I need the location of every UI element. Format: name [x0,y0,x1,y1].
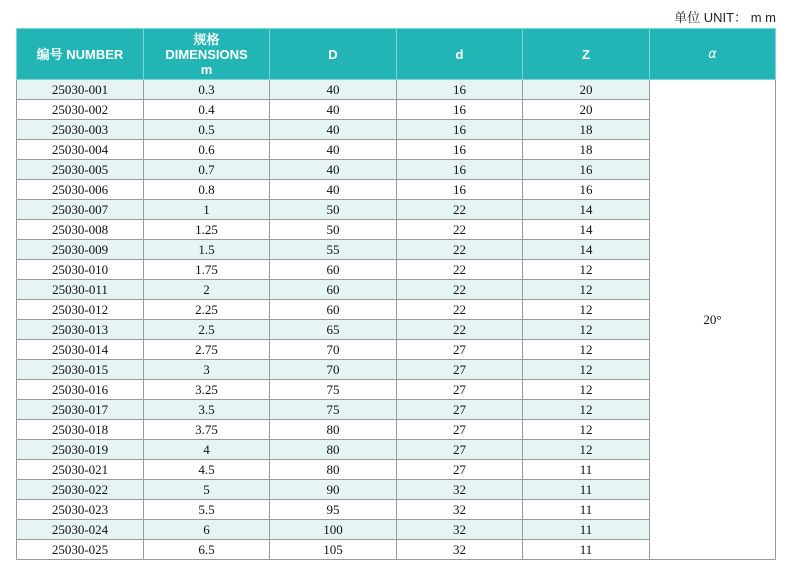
cell-D: 40 [270,100,397,120]
cell-number: 25030-003 [17,120,144,140]
cell-dimension: 3.25 [144,380,270,400]
cell-d: 32 [397,520,523,540]
cell-number: 25030-005 [17,160,144,180]
table-body [17,80,776,560]
cell-number: 25030-004 [17,140,144,160]
cell-dimension: 4.5 [144,460,270,480]
cell-Z: 12 [523,380,650,400]
cell-dimension: 6.5 [144,540,270,560]
cell-d: 27 [397,400,523,420]
cell-Z: 12 [523,400,650,420]
cell-d: 16 [397,100,523,120]
cell-Z: 12 [523,420,650,440]
header-dimensions-m: m [200,61,213,77]
cell-D: 90 [270,480,397,500]
cell-dimension: 1.5 [144,240,270,260]
header-row [17,29,776,80]
header-dimensions-cn: 规格 [193,31,220,47]
cell-number: 25030-008 [17,220,144,240]
cell-D: 40 [270,140,397,160]
cell-dimension: 0.7 [144,160,270,180]
cell-number: 25030-012 [17,300,144,320]
cell-D: 40 [270,160,397,180]
cell-dimension: 5.5 [144,500,270,520]
cell-D: 40 [270,120,397,140]
cell-Z: 18 [523,140,650,160]
cell-Z: 18 [523,120,650,140]
cell-D: 40 [270,80,397,100]
cell-dimension: 0.4 [144,100,270,120]
cell-D: 80 [270,440,397,460]
cell-alpha-value: 20° [650,80,776,560]
cell-D: 75 [270,400,397,420]
cell-D: 70 [270,360,397,380]
cell-d: 32 [397,500,523,520]
cell-dimension: 1.25 [144,220,270,240]
cell-dimension: 1 [144,200,270,220]
cell-D: 60 [270,300,397,320]
cell-D: 50 [270,220,397,240]
cell-D: 70 [270,340,397,360]
cell-number: 25030-018 [17,420,144,440]
cell-Z: 16 [523,160,650,180]
cell-d: 16 [397,120,523,140]
spec-table [16,28,776,560]
cell-d: 27 [397,460,523,480]
cell-dimension: 2.5 [144,320,270,340]
cell-dimension: 0.6 [144,140,270,160]
cell-dimension: 4 [144,440,270,460]
cell-d: 27 [397,440,523,460]
cell-number: 25030-007 [17,200,144,220]
cell-Z: 11 [523,500,650,520]
cell-D: 60 [270,280,397,300]
header-d: d [397,29,523,80]
cell-d: 27 [397,360,523,380]
cell-D: 40 [270,180,397,200]
cell-dimension: 3 [144,360,270,380]
cell-Z: 11 [523,480,650,500]
cell-number: 25030-016 [17,380,144,400]
cell-d: 22 [397,280,523,300]
cell-dimension: 0.8 [144,180,270,200]
cell-d: 27 [397,420,523,440]
header-Z: Z [523,29,650,80]
cell-D: 50 [270,200,397,220]
cell-Z: 12 [523,360,650,380]
cell-D: 60 [270,260,397,280]
header-dimensions [144,29,270,80]
cell-number: 25030-013 [17,320,144,340]
cell-D: 80 [270,420,397,440]
header-number: 编号 NUMBER [17,29,144,80]
cell-number: 25030-015 [17,360,144,380]
table-row [17,80,776,100]
cell-Z: 20 [523,100,650,120]
header-alpha: α [650,29,776,80]
cell-dimension: 0.5 [144,120,270,140]
table-header [17,29,776,80]
cell-d: 16 [397,80,523,100]
cell-number: 25030-023 [17,500,144,520]
cell-d: 22 [397,300,523,320]
cell-D: 65 [270,320,397,340]
cell-d: 32 [397,480,523,500]
cell-number: 25030-014 [17,340,144,360]
cell-number: 25030-009 [17,240,144,260]
cell-number: 25030-001 [17,80,144,100]
cell-D: 95 [270,500,397,520]
cell-number: 25030-024 [17,520,144,540]
cell-number: 25030-022 [17,480,144,500]
cell-number: 25030-006 [17,180,144,200]
cell-D: 55 [270,240,397,260]
cell-D: 80 [270,460,397,480]
cell-Z: 12 [523,320,650,340]
header-dimensions-en: DIMENSIONS [165,46,248,62]
cell-dimension: 3.75 [144,420,270,440]
cell-D: 105 [270,540,397,560]
cell-d: 22 [397,240,523,260]
cell-d: 27 [397,340,523,360]
cell-d: 22 [397,220,523,240]
cell-Z: 12 [523,300,650,320]
cell-dimension: 0.3 [144,80,270,100]
cell-dimension: 5 [144,480,270,500]
cell-number: 25030-010 [17,260,144,280]
cell-dimension: 2.25 [144,300,270,320]
cell-d: 27 [397,380,523,400]
cell-Z: 14 [523,200,650,220]
cell-d: 22 [397,200,523,220]
cell-Z: 12 [523,440,650,460]
cell-d: 32 [397,540,523,560]
cell-number: 25030-017 [17,400,144,420]
cell-Z: 11 [523,520,650,540]
cell-d: 22 [397,260,523,280]
cell-Z: 11 [523,540,650,560]
cell-dimension: 2 [144,280,270,300]
cell-dimension: 3.5 [144,400,270,420]
cell-number: 25030-019 [17,440,144,460]
cell-Z: 20 [523,80,650,100]
cell-number: 25030-011 [17,280,144,300]
cell-number: 25030-025 [17,540,144,560]
cell-number: 25030-002 [17,100,144,120]
cell-D: 100 [270,520,397,540]
cell-Z: 16 [523,180,650,200]
cell-Z: 14 [523,240,650,260]
cell-d: 16 [397,140,523,160]
cell-number: 25030-021 [17,460,144,480]
cell-Z: 12 [523,260,650,280]
unit-label: 单位 UNIT： m m [674,10,776,25]
cell-dimension: 6 [144,520,270,540]
cell-Z: 12 [523,340,650,360]
cell-dimension: 1.75 [144,260,270,280]
cell-D: 75 [270,380,397,400]
cell-d: 16 [397,180,523,200]
cell-Z: 14 [523,220,650,240]
cell-d: 16 [397,160,523,180]
cell-Z: 11 [523,460,650,480]
cell-dimension: 2.75 [144,340,270,360]
cell-Z: 12 [523,280,650,300]
cell-d: 22 [397,320,523,340]
header-D: D [270,29,397,80]
